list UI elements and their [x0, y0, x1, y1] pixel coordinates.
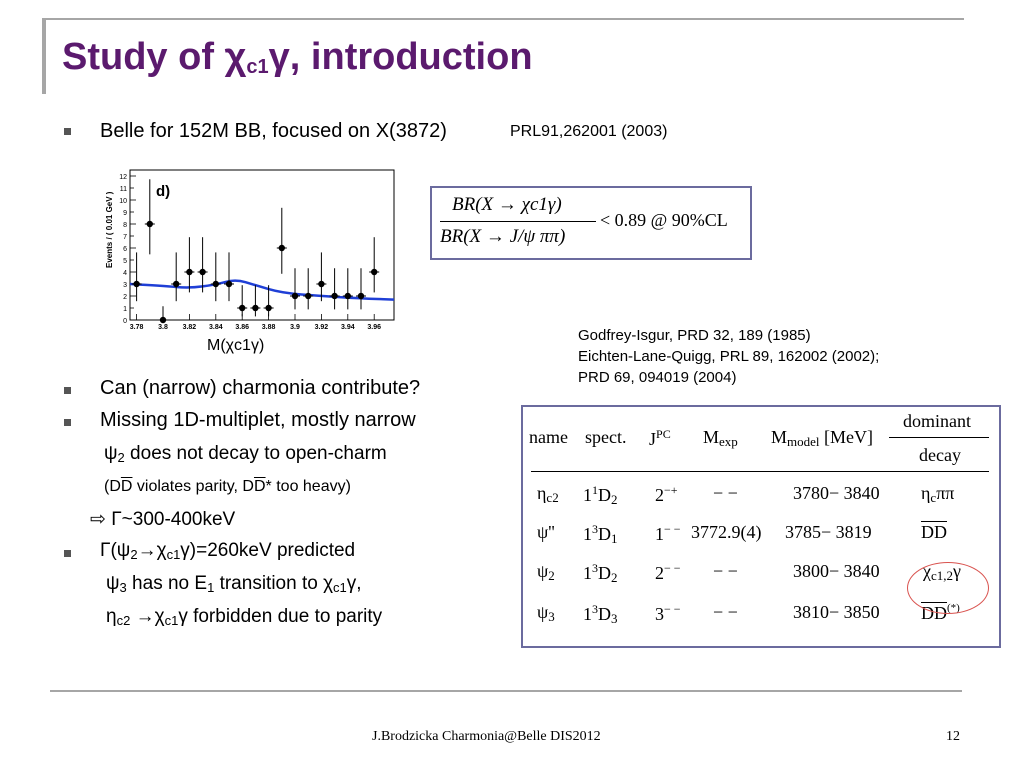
arrow-right-icon: ⇨: [90, 509, 112, 530]
xtick-label: 3.84: [208, 324, 223, 331]
th-mmodel: $M_{model}$ [MeV]: [771, 427, 873, 449]
line-etac2: $\eta_{c2} \to\chi_{c1}\gamma$ forbidden due to parity: [106, 606, 383, 628]
plot-xlabel: M(χc1γ): [207, 337, 265, 354]
title-accent-bar: [42, 18, 46, 94]
cell-mmodel: 3780− 3840: [793, 483, 880, 503]
bullet-belle: Belle for 152M BB, focused on X(3872): [100, 120, 447, 142]
xtick-label: 3.8: [158, 324, 168, 331]
ytick-label: 10: [119, 198, 127, 205]
line-ddbar: ($D\overline{D}$ violates parity, $D\overline{D}*$ too heavy): [104, 478, 351, 495]
data-point: [252, 305, 258, 311]
th-decay: decay: [919, 445, 961, 465]
cell-name: $\eta_{c2}$: [537, 483, 559, 505]
plot-ylabel: Events / ( 0.01 GeV ): [105, 191, 114, 268]
bullet-missing-1d: Missing 1D-multiplet, mostly narrow: [100, 409, 416, 431]
data-point: [226, 281, 232, 287]
cell-mmodel: 3800− 3840: [793, 561, 880, 581]
ytick-label: 9: [123, 210, 127, 217]
cell-decay: $\overline{DD}^{(*)}$: [921, 602, 960, 623]
mass-plot: [100, 158, 398, 334]
ratio-denominator: BR(X → J/ψ ππ): [440, 226, 566, 247]
ref-3: PRD 69, 094019 (2004): [578, 369, 737, 386]
data-point: [147, 221, 153, 227]
data-point: [199, 269, 205, 275]
bullet-marker: [64, 128, 71, 135]
footer-text: J.Brodzicka Charmonia@Belle DIS2012: [372, 729, 601, 744]
xtick-label: 3.96: [367, 324, 382, 331]
ytick-label: 4: [123, 270, 127, 277]
cell-spect: $1^3D_2$: [583, 561, 618, 585]
slide-title: Study of $\chi_{c1}\gamma$, introduction: [62, 36, 533, 78]
xtick-label: 3.9: [290, 324, 300, 331]
xtick-label: 3.86: [235, 324, 250, 331]
data-point: [371, 269, 377, 275]
cell-mmodel: 3785− 3819: [785, 522, 872, 542]
line-psi3: $\psi_3$ has no $E_1$ transition to $\chi_{c1}\gamma$,: [106, 573, 362, 595]
th-decay-rule: [889, 437, 989, 438]
data-point: [358, 293, 364, 299]
cell-name: $\psi_2$: [537, 561, 555, 583]
data-point: [239, 305, 245, 311]
xtick-label: 3.78: [129, 324, 144, 331]
fraction-line: [440, 221, 596, 222]
line-psi2: $\psi_2$ does not decay to open-charm: [104, 443, 387, 465]
ytick-label: 8: [123, 222, 127, 229]
bullet-gamma-width: $\Gamma(\psi_2\to\chi_{c1}\gamma)=260keV$ predicted: [100, 540, 356, 562]
cell-name: ψ'': [537, 522, 555, 542]
data-point: [186, 269, 192, 275]
cell-jpc: 2−+: [655, 483, 678, 505]
data-point: [265, 305, 271, 311]
cell-jpc: 2− −: [655, 561, 681, 583]
bullet-marker: [64, 387, 71, 394]
th-dominant: dominant: [903, 411, 971, 431]
cell-decay: $\eta_c\pi\pi$: [921, 483, 955, 505]
header-rule: [531, 471, 989, 472]
bullet-marker: [64, 550, 71, 557]
ratio-numerator: BR(X → χc1γ): [452, 194, 562, 215]
ytick-label: 12: [119, 174, 127, 181]
cell-mexp: − −: [713, 602, 738, 622]
xtick-label: 3.92: [314, 324, 329, 331]
ytick-label: 1: [123, 306, 127, 313]
plot-panel-label: d): [156, 183, 171, 200]
ytick-label: 7: [123, 234, 127, 241]
cell-mexp: − −: [713, 483, 738, 503]
ref-1: Godfrey-Isgur, PRD 32, 189 (1985): [578, 327, 811, 344]
ytick-label: 0: [123, 318, 127, 325]
bullet-charmonia: Can (narrow) charmonia contribute?: [100, 377, 421, 399]
ytick-label: 11: [119, 186, 127, 193]
page-number: 12: [946, 729, 960, 744]
data-point: [213, 281, 219, 287]
cell-spect: $1^3D_1$: [583, 522, 618, 546]
data-point: [133, 281, 139, 287]
footer-rule: [50, 690, 962, 692]
ytick-label: 2: [123, 294, 127, 301]
cell-mexp: − −: [713, 561, 738, 581]
th-mexp: $M_{exp}$: [703, 427, 738, 449]
data-point: [305, 293, 311, 299]
ytick-label: 6: [123, 246, 127, 253]
th-name: name: [529, 427, 568, 447]
ratio-box: [430, 186, 752, 260]
cell-jpc: 1− −: [655, 522, 681, 544]
cell-spect: $1^3D_3$: [583, 602, 618, 626]
bullet-marker: [64, 419, 71, 426]
xtick-label: 3.82: [182, 324, 197, 331]
data-point: [318, 281, 324, 287]
data-point: [279, 245, 285, 251]
cell-spect: $1^1D_2$: [583, 483, 618, 507]
ref-2: Eichten-Lane-Quigg, PRL 89, 162002 (2002);: [578, 348, 880, 365]
cell-decay: $\overline{DD}$: [921, 522, 947, 542]
title-rule: [42, 18, 964, 20]
cell-mexp: 3772.9(4): [691, 522, 762, 542]
data-point: [160, 317, 166, 323]
cell-mmodel: 3810− 3850: [793, 602, 880, 622]
cell-decay: $\chi_{c1,2}\gamma$: [923, 561, 961, 583]
multiplet-table: [521, 405, 1001, 648]
ratio-limit: < 0.89 @ 90%CL: [600, 210, 728, 230]
data-point: [345, 293, 351, 299]
data-point: [331, 293, 337, 299]
cell-jpc: 3− −: [655, 602, 681, 624]
xtick-label: 3.88: [261, 324, 276, 331]
th-jpc: $J^{PC}$: [649, 427, 671, 449]
ytick-label: 3: [123, 282, 127, 289]
xtick-label: 3.94: [340, 324, 355, 331]
data-point: [292, 293, 298, 299]
cell-name: $\psi_3$: [537, 602, 555, 624]
bullet-belle-ref: PRL91,262001 (2003): [510, 123, 668, 140]
th-spect: spect.: [585, 427, 627, 447]
line-gamma-range: ⇨ Γ~300-400keV: [90, 509, 236, 530]
ytick-label: 5: [123, 258, 127, 265]
highlight-ellipse: [907, 562, 989, 614]
data-point: [173, 281, 179, 287]
